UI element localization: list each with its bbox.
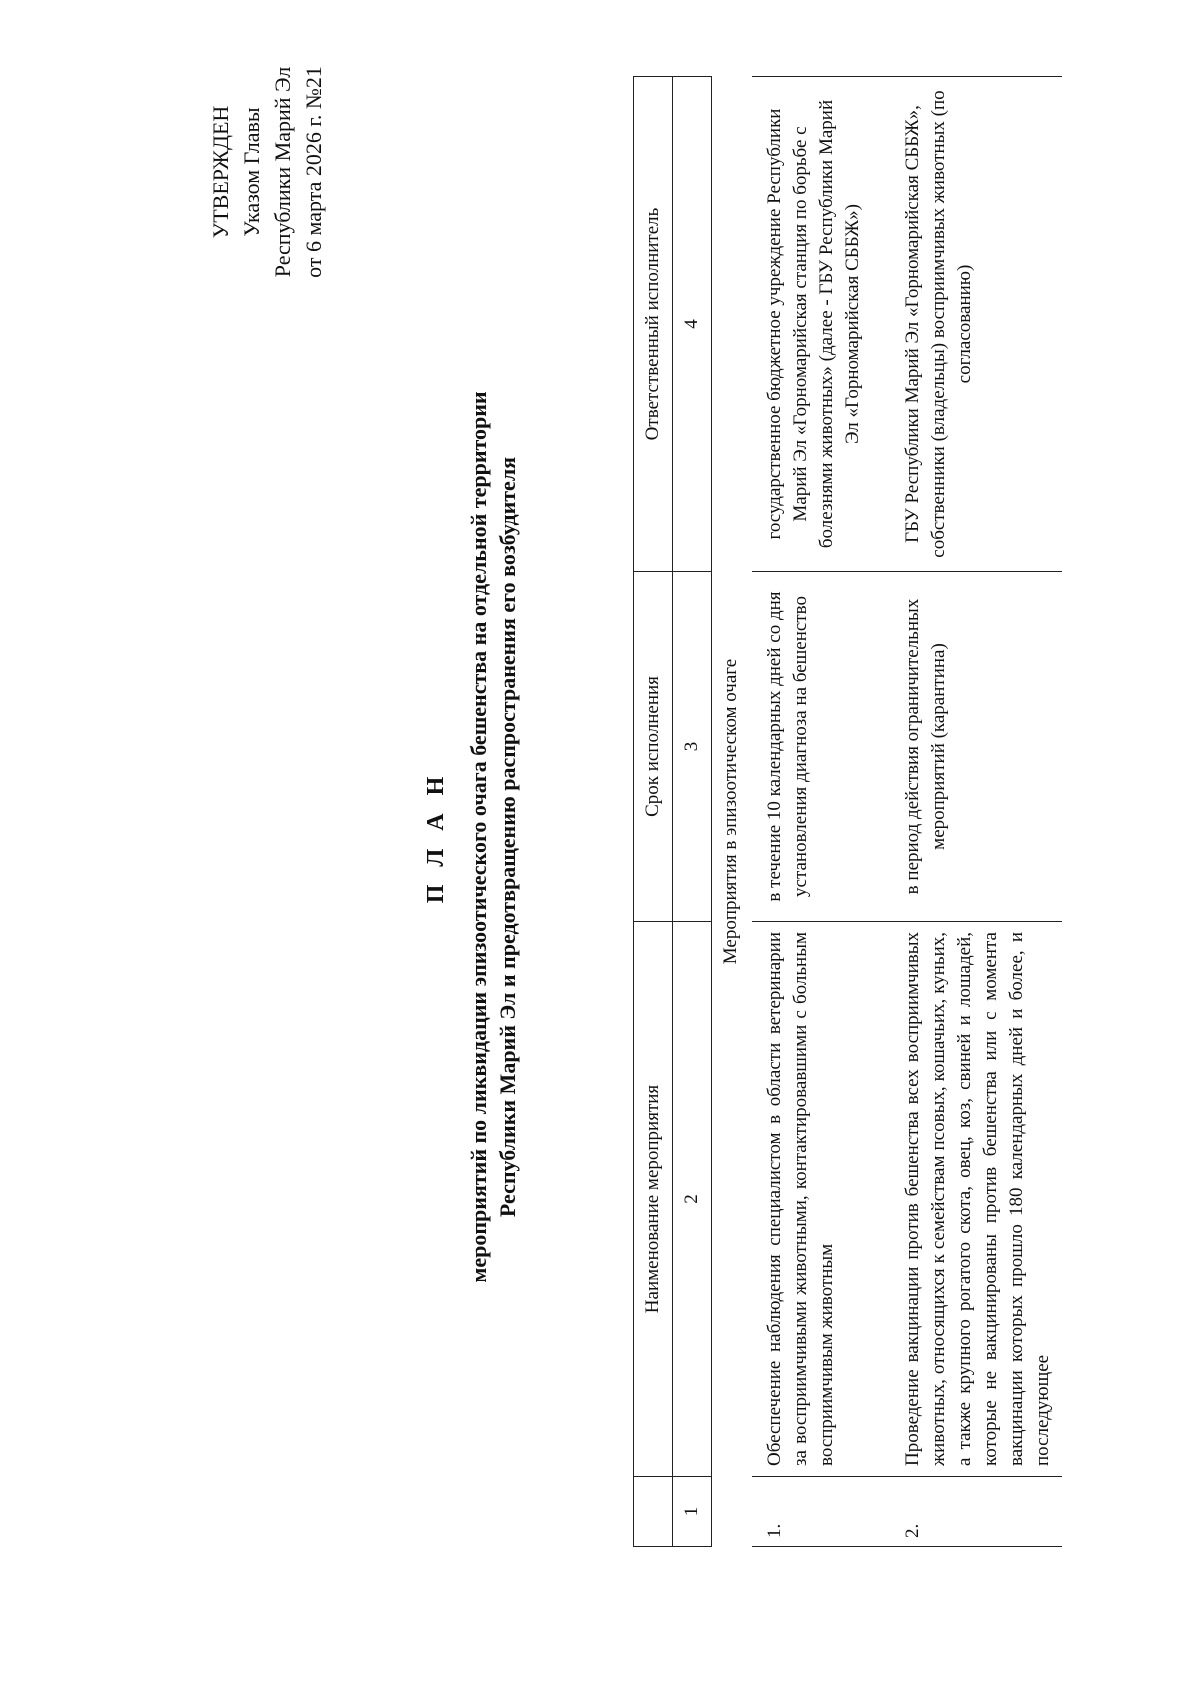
section-title: Мероприятия в эпизоотическом очаге xyxy=(720,658,741,965)
approval-line-decree: Указом Главы xyxy=(239,107,264,237)
table-row xyxy=(896,77,1062,1547)
header-action: Наименование мероприятия xyxy=(634,922,673,1477)
header-executor: Ответственный исполнитель xyxy=(634,77,673,572)
table-header-row xyxy=(634,77,673,1547)
plan-table xyxy=(633,76,1062,1547)
row-term: в период действия ограничительных мероприятий (карантина) xyxy=(896,572,1062,922)
approval-line-approved: УТВЕРЖДЕН xyxy=(208,105,233,239)
subtitle-line-2: Республики Марий Эл и предотвращению распространения его возбудителя xyxy=(495,456,520,1218)
column-number-4: 4 xyxy=(673,77,712,572)
column-number-row xyxy=(673,77,712,1547)
approval-line-date-number: от 6 марта 2026 г. №21 xyxy=(301,66,326,278)
row-action: Обеспечение наблюдения специалистом в области ветеринарии за восприимчивыми животными, контактировавшими с больным восприимчивым животным xyxy=(752,922,896,1477)
row-action: Проведение вакцинации против бешенства всех восприимчивых животных, относящихся к семействам псовых, кошачьих, куньих, а также крупного рогатого скота, овец, коз, свиней и лошадей, которые не вакцинированы против бешенства или с момента вакцинации которых прошло 180 календарных дней и более, и последующее xyxy=(896,922,1062,1477)
approval-stamp xyxy=(205,27,329,317)
row-number: 1. xyxy=(752,1477,896,1547)
row-executor: ГБУ Республики Марий Эл «Горномарийская СББЖ», собственники (владельцы) восприимчивых животных (по согласованию) xyxy=(896,77,1062,572)
subtitle-line-1: мероприятий по ликвидации эпизоотического очага бешенства на отдельной территории xyxy=(466,391,491,1283)
column-number-2: 2 xyxy=(673,922,712,1477)
row-executor: государственное бюджетное учреждение Республики Марий Эл «Горномарийская станция по борьбе с болезнями животных» (далее - ГБУ Республики Марий Эл «Горномарийская СББЖ») xyxy=(752,77,896,572)
row-term: в течение 10 календарных дней со дня установления диагноза на бешенство xyxy=(752,572,896,922)
column-number-3: 3 xyxy=(673,572,712,922)
page-title: П Л А Н xyxy=(423,770,449,904)
header-term: Срок исполнения xyxy=(634,572,673,922)
document-heading xyxy=(423,107,522,1567)
approval-line-republic: Республики Марий Эл xyxy=(270,66,295,278)
row-number: 2. xyxy=(896,1477,1062,1547)
header-number xyxy=(634,1477,673,1547)
section-row xyxy=(712,77,753,1547)
column-number-1: 1 xyxy=(673,1477,712,1547)
table-row xyxy=(752,77,896,1547)
